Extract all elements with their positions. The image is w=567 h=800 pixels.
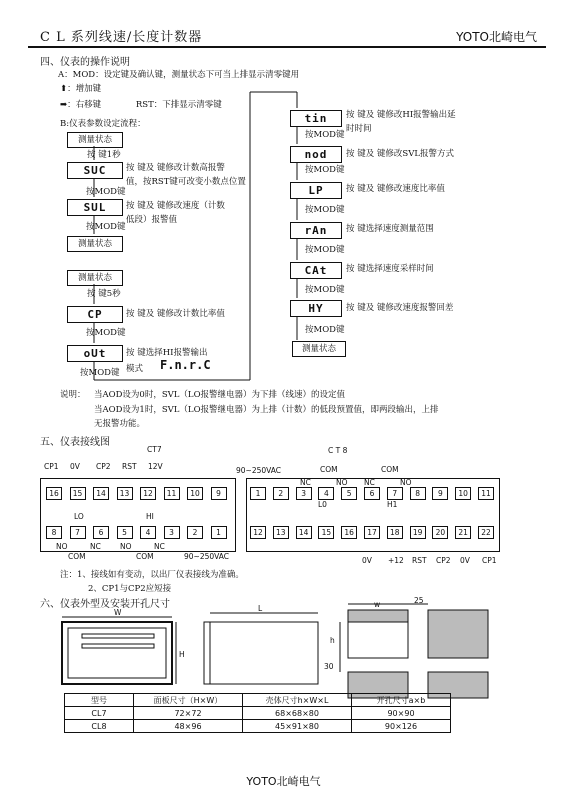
table-cell: CL7 [65, 707, 134, 720]
ct8-lo-com: COM [320, 465, 338, 474]
terminal: 14 [93, 487, 109, 500]
flow2-desc2b: 模式 [126, 364, 144, 374]
ct8-lo-no: NO [336, 478, 348, 487]
terminal: 5 [341, 487, 357, 500]
flow3-desc4: 按 键选择速度测量范围 [346, 224, 434, 234]
note-label: 说明： [60, 390, 86, 400]
table-row [65, 707, 451, 720]
terminal: 12 [250, 526, 266, 539]
flow3-step1: 按MOD键 [305, 130, 345, 140]
terminal: 18 [387, 526, 403, 539]
table-header-row [65, 694, 451, 707]
table-cell: CL8 [65, 720, 134, 733]
display-cp: CP [67, 306, 123, 323]
terminal: 9 [211, 487, 227, 500]
terminal: 2 [187, 526, 203, 539]
terminal: 11 [164, 487, 180, 500]
flow1-desc1a: 按 键及 键修改计数高报警 [126, 163, 225, 173]
flow3-step5: 按MOD键 [305, 285, 345, 295]
ct7-hi-no: NO [120, 542, 132, 551]
terminal: 2 [273, 487, 289, 500]
dim-cw-label: w [374, 600, 381, 609]
terminal: 5 [117, 526, 133, 539]
ct8-model: C T 8 [328, 446, 348, 455]
terminal: 1 [211, 526, 227, 539]
terminal: 16 [46, 487, 62, 500]
flow2-state-top: 测量状态 [67, 270, 123, 286]
flow2-step1: 按 键5秒 [87, 289, 121, 299]
flow3-step6: 按MOD键 [305, 325, 345, 335]
display-nod: nod [290, 146, 342, 163]
wiring-note1: 注：1、接线如有变动，以出厂仪表接线为准确。 [60, 570, 244, 580]
flow3-desc2: 按 键及 键修改SVL报警方式 [346, 149, 455, 159]
ct8-bottom-labels: 0V +12 RST CP2 0V CP1 [362, 556, 497, 565]
terminal: 12 [140, 487, 156, 500]
flow1-step1: 按 键1秒 [87, 150, 121, 160]
ct7-hi-com: COM [136, 552, 154, 561]
ct8-hi-nc: NC [364, 478, 375, 487]
flow2-desc1: 按 键及 键修改计数比率值 [126, 309, 225, 319]
terminal: 1 [250, 487, 266, 500]
dim-gap-label: 25 [414, 596, 424, 605]
terminal: 8 [410, 487, 426, 500]
flow3-desc3: 按 键及 键修改速度比率值 [346, 184, 445, 194]
ct7-lo-nc: NC [90, 542, 101, 551]
flow1-desc2a: 按 键及 键修改速度（计数 [126, 201, 225, 211]
flow3-desc6: 按 键及 键修改速度报警回差 [346, 303, 454, 313]
flow3-state-bottom: 测量状态 [292, 341, 346, 357]
mode-display: F.n.r.C [160, 358, 211, 372]
table-cell: 48×96 [134, 720, 243, 733]
flow1-state-top: 测量状态 [67, 132, 123, 148]
ct8-hi-com: COM [381, 465, 399, 474]
table-cell: 68×68×80 [243, 707, 352, 720]
terminal: 13 [117, 487, 133, 500]
display-out: oUt [67, 345, 123, 362]
dim-h-label: H [179, 650, 185, 659]
ct8-hi-label: H1 [387, 500, 398, 509]
flow3-step4: 按MOD键 [305, 245, 345, 255]
terminal: 3 [164, 526, 180, 539]
page-title: C L 系列线速/长度计数器 [40, 30, 203, 45]
dim-gapv-label: 30 [324, 662, 334, 671]
display-ran: rAn [290, 222, 342, 239]
ct7-model: CT7 [147, 445, 162, 454]
flow1-desc1b: 值，按RST键可改变小数点位置 [126, 177, 246, 187]
flow1-step2: 按MOD键 [86, 187, 126, 197]
terminal: 10 [455, 487, 471, 500]
section5-heading: 五、仪表接线图 [40, 437, 110, 448]
up-arrow-icon: ⬆ [60, 84, 68, 94]
flow3-desc5: 按 键选择速度采样时间 [346, 264, 434, 274]
note-line1: 当AOD设为0时，SVL（LO报警继电器）为下排（线速）的设定值 [94, 390, 346, 400]
section6-heading: 六、仪表外型及安装开孔尺寸 [40, 599, 170, 610]
table-cell: 90×126 [352, 720, 451, 733]
flow3-step3: 按MOD键 [305, 205, 345, 215]
ct7-ac-label: 90~250VAC [184, 552, 230, 561]
key-mod-description: A：MOD：设定键及确认键，测量状态下可当上排显示清零键用 [58, 70, 300, 80]
flow3-desc1a: 按 键及 键修改HI报警输出延 [346, 110, 456, 120]
display-sul: SUL [67, 199, 123, 216]
table-header: 壳体尺寸h×W×L [243, 694, 352, 707]
terminal: 4 [318, 487, 334, 500]
terminal: 21 [455, 526, 471, 539]
note-line3: 无报警功能。 [94, 419, 146, 429]
footer-brand: YOTO北崎电气 [246, 775, 321, 788]
table-cell: 90×90 [352, 707, 451, 720]
table-row [65, 720, 451, 733]
terminal: 9 [432, 487, 448, 500]
flow2-desc2a: 按 键选择HI报警输出 [126, 348, 208, 358]
flow2-step3: 按MOD键 [80, 368, 120, 378]
table-header: 型号 [65, 694, 134, 707]
flow1-step3: 按MOD键 [86, 222, 126, 232]
ct8-hi-no: NO [400, 478, 412, 487]
dim-l-label: L [258, 604, 263, 613]
display-cat: CAt [290, 262, 342, 279]
dim-w-label: W [114, 608, 122, 617]
display-lp: LP [290, 182, 342, 199]
display-suc: SUC [67, 162, 123, 179]
spec-table [64, 693, 451, 733]
terminal: 3 [296, 487, 312, 500]
terminal: 20 [432, 526, 448, 539]
flow1-desc2b: 低段）报警值 [126, 215, 178, 225]
flow1-state-bottom: 测量状态 [67, 236, 123, 252]
right-arrow-icon: ➡ [60, 100, 68, 110]
shift-key-row: ➡：右移键 RST：下排显示清零键 [60, 100, 222, 110]
flow3-step2: 按MOD键 [305, 165, 345, 175]
ct7-lo-no: NO [56, 542, 68, 551]
ct7-hi-label: HI [146, 512, 154, 521]
ct7-hi-nc: NC [154, 542, 165, 551]
terminal: 11 [478, 487, 494, 500]
flow3-desc1b: 时时间 [346, 124, 372, 134]
table-cell: 72×72 [134, 707, 243, 720]
terminal: 7 [70, 526, 86, 539]
terminal: 13 [273, 526, 289, 539]
ct7-lo-label: LO [74, 512, 84, 521]
terminal: 10 [187, 487, 203, 500]
terminal: 15 [70, 487, 86, 500]
section4-heading: 四、仪表的操作说明 [40, 57, 130, 68]
terminal: 16 [341, 526, 357, 539]
table-cell: 45×91×80 [243, 720, 352, 733]
ct7-lo-com: COM [68, 552, 86, 561]
terminal: 6 [364, 487, 380, 500]
ct8-lo-nc: NC [300, 478, 311, 487]
note-line2: 当AOD设为1时，SVL（LO报警继电器）为上排（计数）的低段预置值，即两段输出，上排 [94, 405, 439, 415]
flow2-step2: 按MOD键 [86, 328, 126, 338]
flow-heading: B:仪表参数设定流程： [60, 119, 146, 129]
inc-key-row: ⬆：增加键 [60, 84, 102, 94]
table-header: 开孔尺寸a×b [352, 694, 451, 707]
display-hy: HY [290, 300, 342, 317]
ct7-top-labels: CP1 0V CP2 RST 12V [44, 462, 163, 471]
terminal: 6 [93, 526, 109, 539]
terminal: 8 [46, 526, 62, 539]
display-tin: tin [290, 110, 342, 127]
terminal: 15 [318, 526, 334, 539]
terminal: 4 [140, 526, 156, 539]
table-header: 面板尺寸（H×W） [134, 694, 243, 707]
dim-ch-label: h [330, 636, 335, 645]
terminal: 14 [296, 526, 312, 539]
ct8-lo-label: L0 [318, 500, 327, 509]
ct8-ac-label: 90~250VAC [236, 466, 282, 475]
terminal: 17 [364, 526, 380, 539]
terminal: 22 [478, 526, 494, 539]
terminal: 7 [387, 487, 403, 500]
terminal: 19 [410, 526, 426, 539]
wiring-note2: 2、CP1与CP2应短接 [88, 584, 172, 594]
brand-name: YOTO北崎电气 [456, 30, 537, 44]
